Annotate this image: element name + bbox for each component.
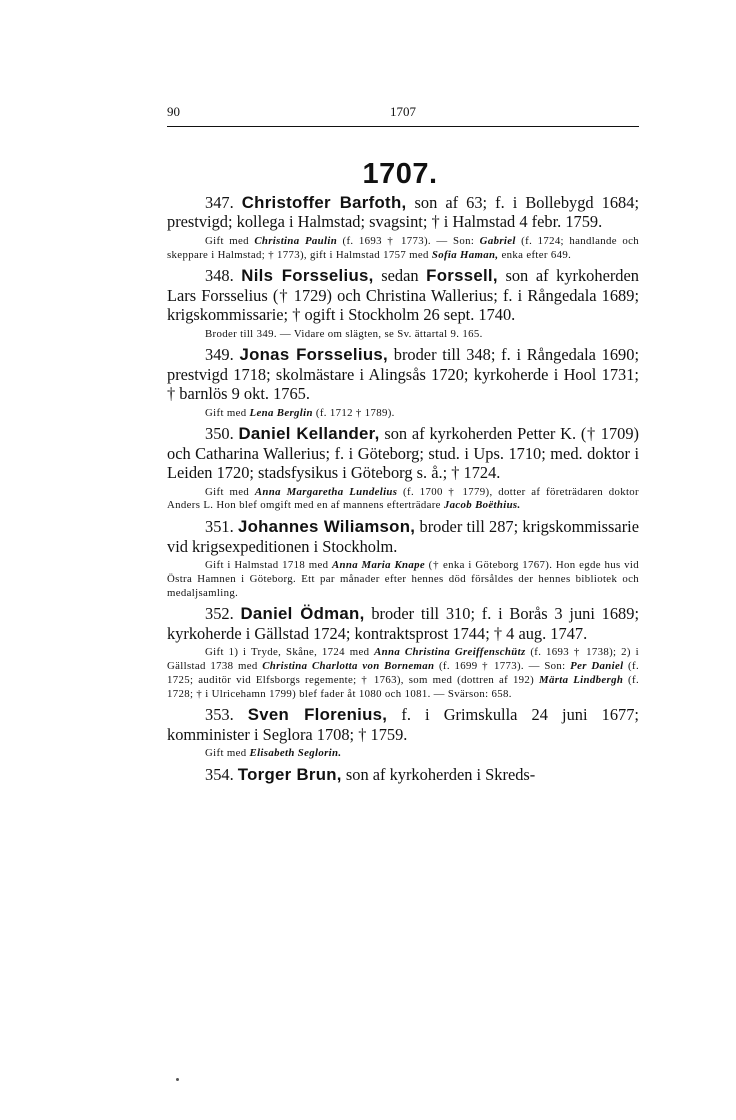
note-text: (f. 1728; † i Ulricehamn 1799) blef fader åt 1080 och 1081. — Svärson: 658. [167,673,640,700]
page-number: 90 [167,104,180,119]
entry-number: 352. [205,604,234,624]
entry-number: 354. [205,765,234,785]
entry-number: 349. [205,345,234,365]
note-text: Gift 1) i Tryde, Skåne, 1724 med [205,646,375,659]
note-text: (f. 1724; handlande och skeppare i Halmstad; † 1773), gift i Halmstad 1757 med [167,234,639,261]
entry-note [167,407,639,421]
note-text: Gift med [205,406,250,419]
note-person-name: Anna Margaretha Lundelius [254,485,398,498]
entry-name: Jonas Forsselius, [239,345,388,365]
entry-name: Daniel Kellander, [238,424,380,444]
year-title: 1707. [362,158,438,190]
entries-list [167,193,639,784]
note-person-name: Gabriel [479,234,516,247]
entry-note [167,328,639,342]
entry-number: 351. [205,517,234,537]
entry-name: Sven Florenius, [247,705,388,725]
note-person-name: Christina Charlotta von Borneman [262,660,435,673]
note-person-name: Märta Lindbergh [539,673,624,686]
entry-main [167,193,639,232]
entry [167,705,639,761]
entry-name-secondary: Forssell, [426,266,498,286]
note-person-name: Jacob Boëthius. [443,499,521,512]
entry-text: son af kyrkoherden Petter K. († 1709) och Catharina Wallerius; f. i Göteborg; stud. i Ups. 1710; med. doktor i Leiden 1720; stadsfysikus i Göteborg s. å.; † 1724. [167,424,639,483]
note-text: Gift med [205,747,250,760]
note-text: (f. 1712 † 1789). [312,406,395,419]
entry-text: son af 63; f. i Bollebygd 1684; prestvigd; kollega i Halmstad; svagsint; † i Halmstad 4 febr. 1759. [167,193,639,232]
entry [167,424,639,513]
note-text: (f. 1693 † 1773). — Son: [337,234,480,247]
entry-name-mid: sedan [381,266,419,286]
entry-name: Christoffer Barfoth, [241,193,407,212]
entry-note [167,486,639,514]
entry-number: 348. [205,266,234,286]
entry [167,517,639,600]
entry-note [167,559,639,600]
note-text: Gift med [205,234,255,247]
note-person-name: Per Daniel [570,660,624,673]
entry-number: 353. [205,705,234,725]
entry-note [167,747,639,761]
entry [167,765,639,784]
entry-number: 347. [205,193,234,212]
entry-note [167,235,639,263]
entry [167,266,639,341]
entry-number: 350. [205,424,234,444]
note-person-name: Lena Berglin [249,406,313,419]
entry-main [167,604,639,643]
note-person-name: Christina Paulin [254,234,338,247]
stray-mark [176,1078,179,1081]
header-rule [167,126,639,127]
note-text: (f. 1700 † 1779), dotter af företrädaren doktor Anders L. Hon blef omgift med en af mannens efterträdare [167,485,639,512]
entry-main [167,266,639,324]
note-text: Gift i Halmstad 1718 med [205,559,332,572]
entry [167,345,639,420]
entry-main [167,345,639,403]
note-text: (f. 1725; auditör vid Elfsborgs regemente; † 1763), som med (dottren af 192) [167,660,639,686]
entry-note [167,646,639,701]
note-text: enka efter 649. [498,248,572,261]
entry-main [167,705,639,744]
note-text: Broder till 349. — Vidare om slägten, se Sv. ättartal 9. 165. [205,327,483,340]
note-text: (f. 1699 † 1773). — Son: [434,660,571,673]
note-person-name: Elisabeth Seglorin. [249,747,342,760]
note-person-name: Anna Maria Knape [331,559,426,572]
page-header [167,104,639,124]
entry-main [167,424,639,482]
entry-name: Daniel Ödman, [240,604,365,624]
entry-text: broder till 310; f. i Borås 3 juni 1689; kyrkoherde i Gällstad 1724; kontraktsprost 1744; † 4 aug. 1747. [167,604,639,643]
entry [167,193,639,262]
entry-text: broder till 348; f. i Rångedala 1690; prestvigd 1718; skolmästare i Alingsås 1720; kyrkoherde i Hool 1731; † barnlös 9 okt. 1765. [167,345,640,404]
entry-main [167,765,639,784]
entry-text: f. i Grimskulla 24 juni 1677; komminister i Seglora 1708; † 1759. [167,705,639,744]
entry-name: Nils Forsselius, [241,266,374,286]
entry [167,604,639,701]
note-text: (f. 1693 † 1738); 2) i Gällstad 1738 med [167,646,639,673]
note-text: Gift med [205,485,255,498]
entry-text: son af kyrkoherden Lars Forsselius († 1729) och Christina Wallerius; f. i Rångedala 1689; krigskommissarie; † ogift i Stockholm 26 sept. 1740. [167,266,639,325]
entry-text: son af kyrkoherden i Skreds- [345,765,536,785]
note-text: († enka i Göteborg 1767). Hon egde hus vid Östra Hamnen i Göteborg. Ett par månader efter hennes död försåldes der hennes bibliotek och medaljsamling. [167,559,639,599]
entry-main [167,517,639,556]
note-person-name: Sofia Haman, [431,248,499,261]
entry-text: broder till 287; krigskommissarie vid krigsexpeditionen i Stockholm. [167,517,639,556]
note-person-name: Anna Christina Greiffenschütz [374,646,526,659]
entry-name: Torger Brun, [237,765,342,785]
entry-name: Johannes Wiliamson, [237,517,416,537]
running-head: 1707 [390,104,416,119]
